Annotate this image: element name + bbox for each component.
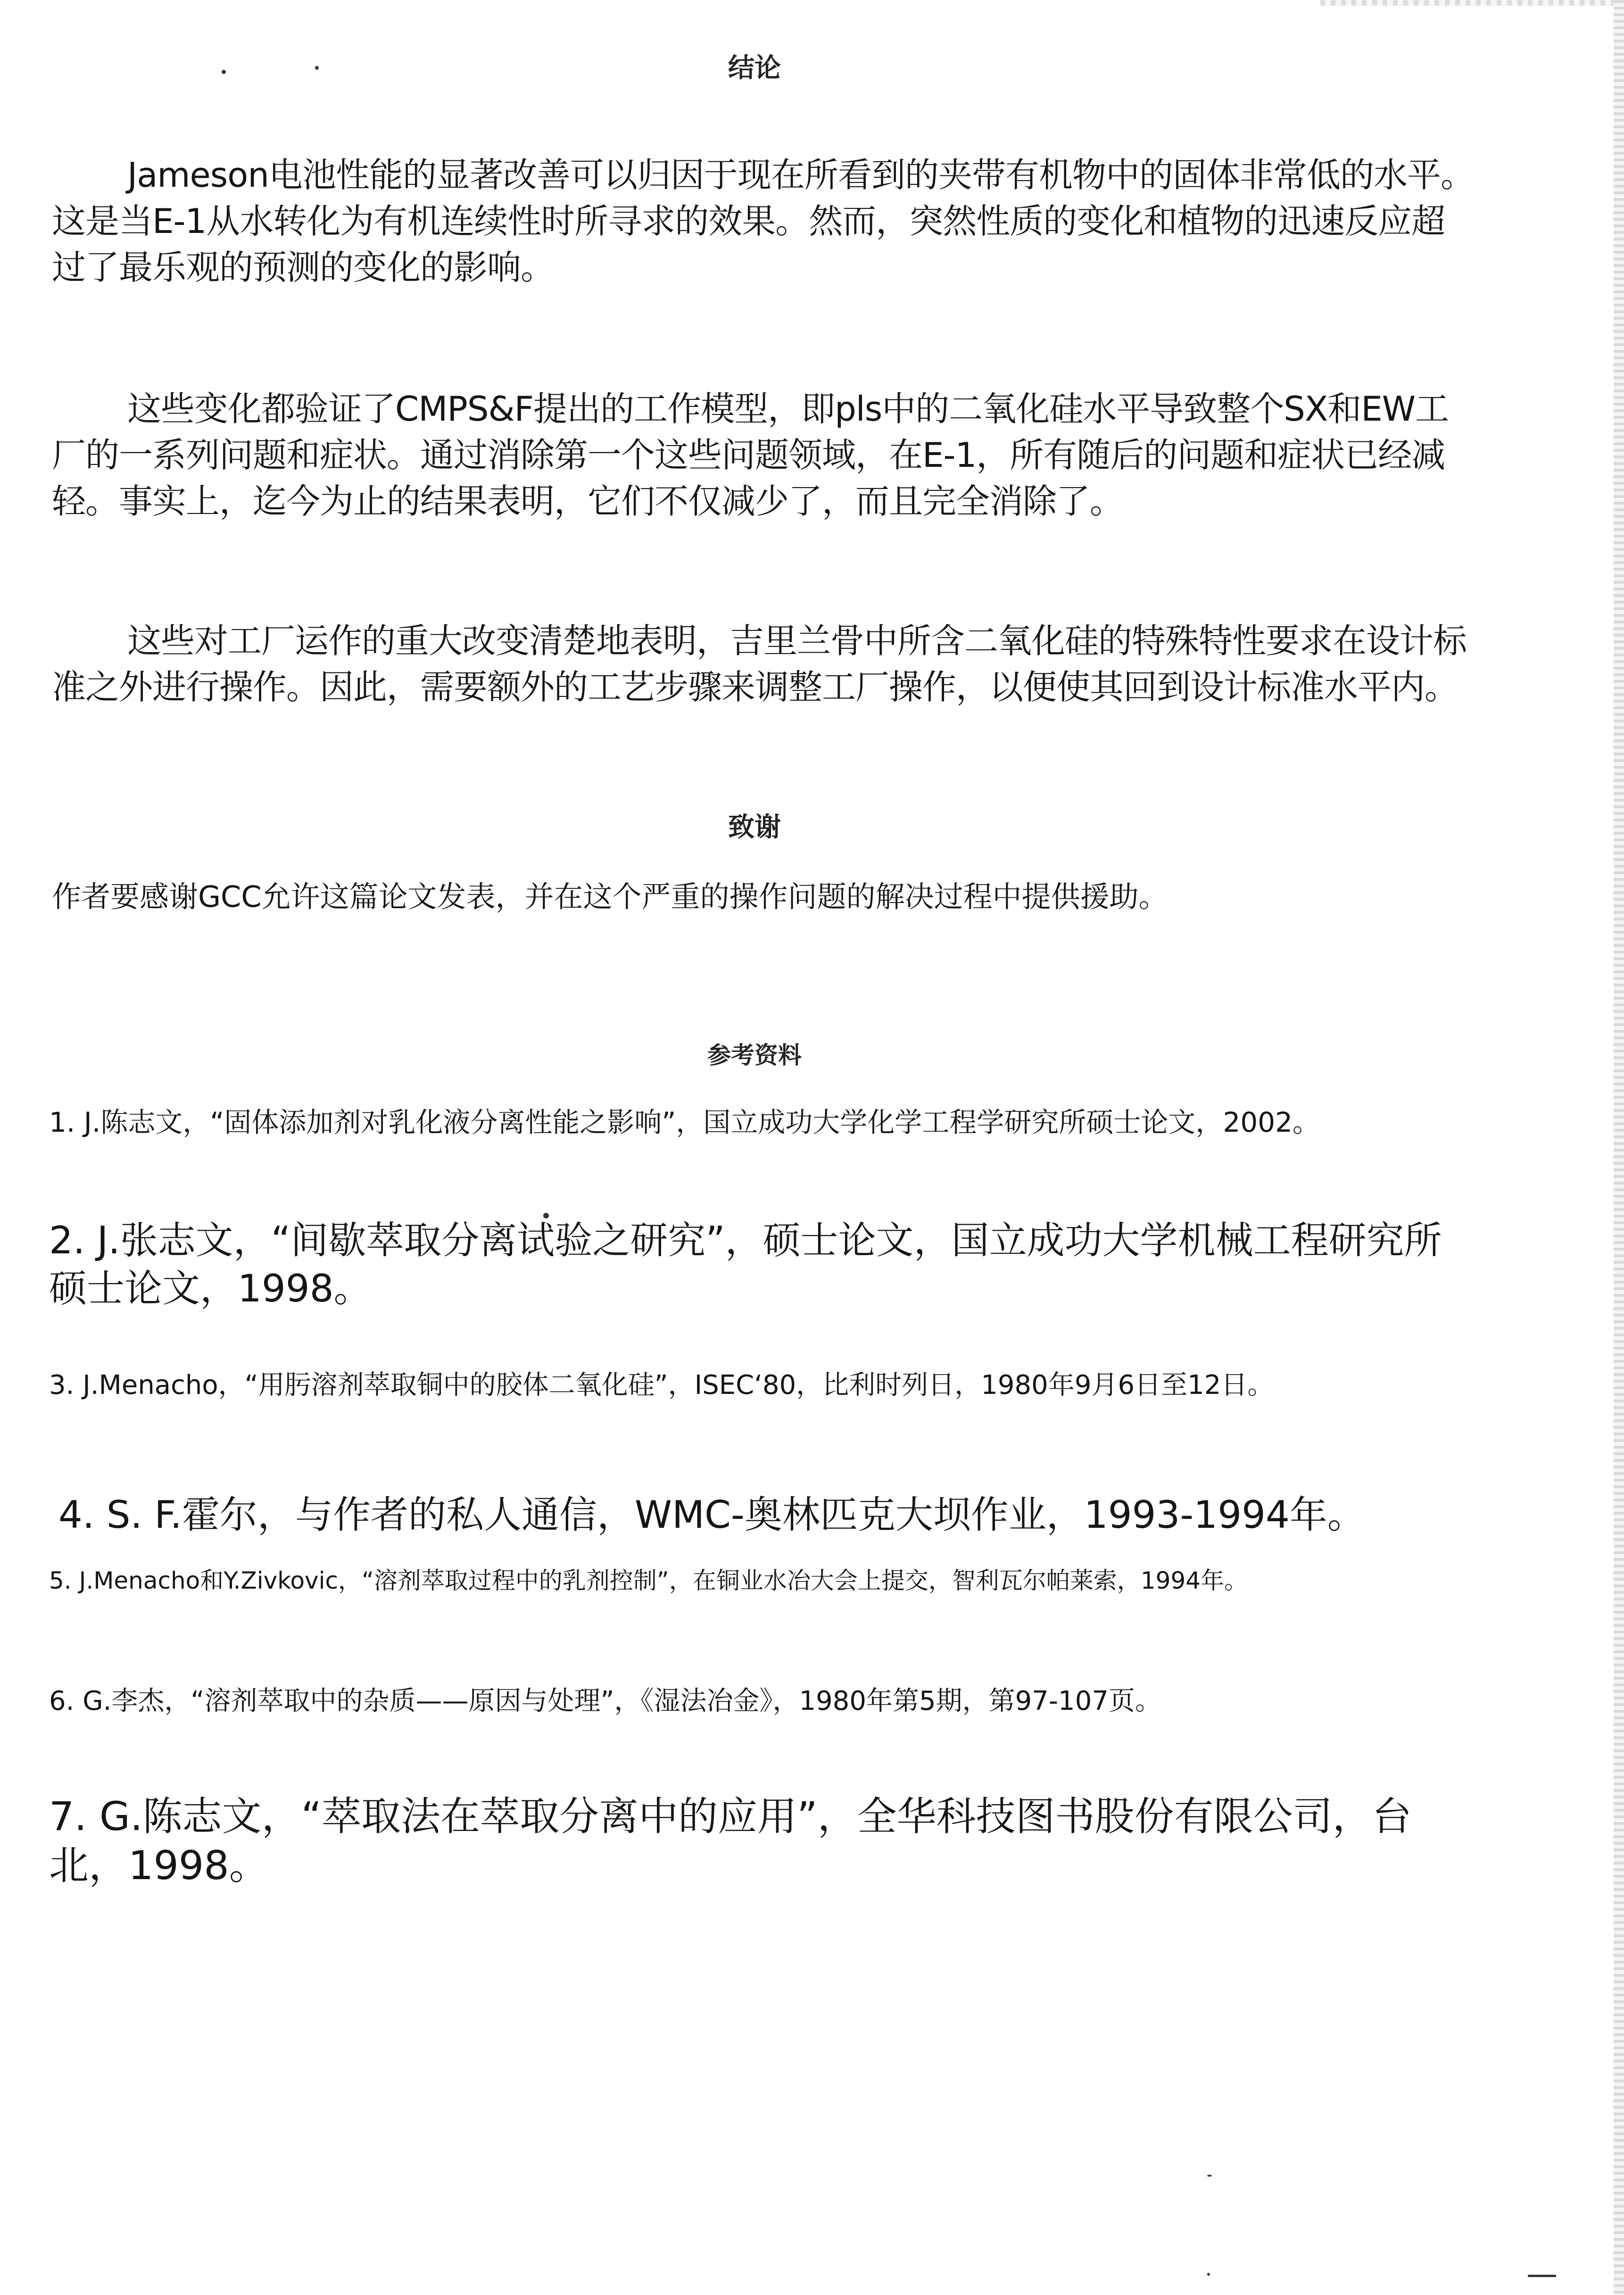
conclusion-paragraph-1: Jameson电池性能的显著改善可以归因于现在所看到的夹带有机物中的固体非常低的水平。这是当E-1从水转化为有机连续性时所寻求的效果。然而，突然性质的变化和植物的迅速反应超过了最乐观的预测的变化的影响。 [52,155,1474,287]
scan-speck [222,70,226,74]
reference-item-3: 3. J.Menacho，“用肟溶剂萃取铜中的胶体二氧化硅”，ISEC‘80，比利时列日，1980年9月6日至12日。 [49,1370,1274,1400]
reference-item-7: 7. G.陈志文，“萃取法在萃取分离中的应用”，全华科技图书股份有限公司，台北，1998。 [49,1793,1412,1889]
conclusion-heading: 结论 [728,53,781,83]
scan-edge-top [1320,0,1624,6]
scan-speck [1207,2175,1212,2177]
conclusion-paragraph-2: 这些变化都验证了CMPS&F提出的工作模型，即pls中的二氧化硅水平导致整个SX和EW工厂的一系列问题和症状。通过消除第一个这些问题领域，在E-1，所有随后的问题和症状已经减轻。事实上，迄今为止的结果表明，它们不仅减少了，而且完全消除了。 [52,389,1449,521]
reference-item-5: 5. J.Menacho和Y.Zivkovic，“溶剂萃取过程中的乳剂控制”，在铜业水冶大会上提交，智利瓦尔帕莱索，1994年。 [49,1567,1248,1594]
references-heading: 参考资料 [707,1042,802,1069]
scan-edge-right [1614,0,1624,2295]
acknowledgement-heading: 致谢 [728,812,781,843]
scan-speck [315,66,319,70]
scan-speck [1528,2275,1556,2277]
scan-speck [1207,2273,1210,2276]
reference-item-4: 4. S. F.霍尔，与作者的私人通信，WMC-奥林匹克大坝作业，1993-1994年。 [58,1493,1365,1537]
reference-item-6: 6. G.李杰，“溶剂萃取中的杂质——原因与处理”，《湿法冶金》，1980年第5期，第97-107页。 [49,1686,1161,1716]
reference-item-1: 1. J.陈志文，“固体添加剂对乳化液分离性能之影响”，国立成功大学化学工程学研究所硕士论文，2002。 [49,1106,1320,1138]
acknowledgement-text: 作者要感谢GCC允许这篇论文发表，并在这个严重的操作问题的解决过程中提供援助。 [52,879,1168,914]
reference-item-2: 2. J.张志文，“间歇萃取分离试验之研究”，硕士论文，国立成功大学机械工程研究所硕士论文，1998。 [49,1218,1442,1310]
conclusion-paragraph-3: 这些对工厂运作的重大改变清楚地表明，吉里兰骨中所含二氧化硅的特殊特性要求在设计标准之外进行操作。因此，需要额外的工艺步骤来调整工厂操作，以便使其回到设计标准水平内。 [52,621,1467,707]
